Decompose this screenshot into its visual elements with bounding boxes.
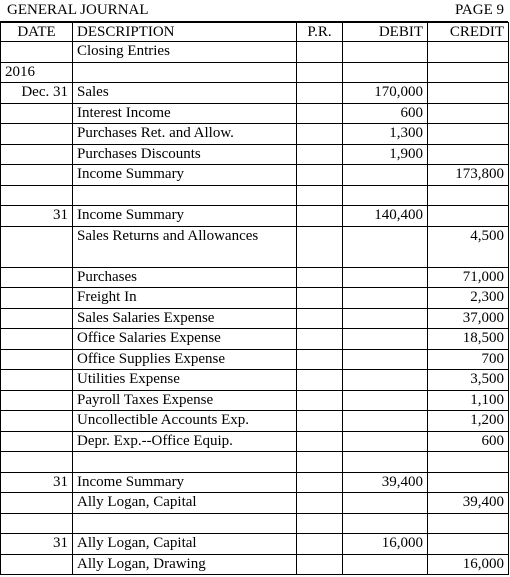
pr-cell [297, 513, 343, 534]
credit-cell: 700 [428, 349, 509, 370]
journal-title-bar [0, 0, 508, 22]
description-cell [73, 62, 297, 83]
header-date: DATE [1, 23, 73, 42]
pr-cell [297, 493, 343, 514]
pr-cell [297, 124, 343, 145]
journal-table [0, 22, 509, 575]
description-cell [73, 185, 297, 206]
page-number: PAGE 9 [454, 2, 504, 18]
table-row [1, 554, 509, 575]
debit-cell [343, 452, 428, 473]
date-cell: 31 [1, 472, 73, 493]
description-cell: Utilities Expense [73, 370, 297, 391]
description-cell: Closing Entries [73, 42, 297, 63]
credit-cell: 173,800 [428, 165, 509, 186]
credit-cell [428, 472, 509, 493]
table-row [1, 267, 509, 288]
description-cell: Office Salaries Expense [73, 329, 297, 350]
debit-cell [343, 349, 428, 370]
credit-cell [428, 103, 509, 124]
table-row [1, 411, 509, 432]
journal-title: GENERAL JOURNAL [7, 2, 149, 18]
header-description: DESCRIPTION [73, 23, 297, 42]
journal-body [1, 42, 509, 575]
description-cell: Freight In [73, 288, 297, 309]
credit-cell [428, 144, 509, 165]
credit-cell: 39,400 [428, 493, 509, 514]
credit-cell [428, 42, 509, 63]
header-debit: DEBIT [343, 23, 428, 42]
date-cell [1, 411, 73, 432]
table-row [1, 62, 509, 83]
date-cell [1, 308, 73, 329]
table-row [1, 165, 509, 186]
debit-cell: 16,000 [343, 534, 428, 555]
table-row [1, 493, 509, 514]
debit-cell [343, 493, 428, 514]
pr-cell [297, 288, 343, 309]
debit-cell: 140,400 [343, 206, 428, 227]
table-row [1, 288, 509, 309]
credit-cell [428, 452, 509, 473]
date-cell [1, 288, 73, 309]
header-credit: CREDIT [428, 23, 509, 42]
pr-cell [297, 206, 343, 227]
description-cell: Purchases [73, 267, 297, 288]
description-cell: Income Summary [73, 165, 297, 186]
table-row [1, 329, 509, 350]
debit-cell [343, 185, 428, 206]
table-row [1, 472, 509, 493]
credit-cell: 3,500 [428, 370, 509, 391]
description-cell: Office Supplies Expense [73, 349, 297, 370]
debit-cell [343, 62, 428, 83]
credit-cell [428, 206, 509, 227]
table-row [1, 431, 509, 452]
pr-cell [297, 411, 343, 432]
debit-cell [343, 431, 428, 452]
debit-cell [343, 411, 428, 432]
debit-cell [343, 513, 428, 534]
table-row [1, 370, 509, 391]
debit-cell [343, 42, 428, 63]
date-cell [1, 185, 73, 206]
credit-cell: 16,000 [428, 554, 509, 575]
date-cell [1, 103, 73, 124]
table-row [1, 185, 509, 206]
debit-cell: 39,400 [343, 472, 428, 493]
debit-cell [343, 370, 428, 391]
description-cell: Purchases Discounts [73, 144, 297, 165]
pr-cell [297, 554, 343, 575]
credit-cell [428, 185, 509, 206]
credit-cell [428, 83, 509, 104]
credit-cell: 18,500 [428, 329, 509, 350]
date-cell [1, 144, 73, 165]
date-cell [1, 452, 73, 473]
pr-cell [297, 534, 343, 555]
date-cell: 31 [1, 534, 73, 555]
date-cell [1, 390, 73, 411]
date-cell [1, 329, 73, 350]
date-cell: Dec. 31 [1, 83, 73, 104]
table-row [1, 42, 509, 63]
debit-cell [343, 288, 428, 309]
header-row [1, 23, 509, 42]
table-row [1, 390, 509, 411]
debit-cell [343, 554, 428, 575]
description-cell: Ally Logan, Drawing [73, 554, 297, 575]
pr-cell [297, 185, 343, 206]
credit-cell: 4,500 [428, 226, 509, 267]
description-cell: Sales [73, 83, 297, 104]
credit-cell [428, 124, 509, 145]
pr-cell [297, 349, 343, 370]
description-cell [73, 452, 297, 473]
table-row [1, 144, 509, 165]
pr-cell [297, 472, 343, 493]
pr-cell [297, 42, 343, 63]
pr-cell [297, 144, 343, 165]
table-row [1, 124, 509, 145]
debit-cell [343, 165, 428, 186]
credit-cell [428, 534, 509, 555]
date-cell [1, 554, 73, 575]
pr-cell [297, 431, 343, 452]
credit-cell [428, 513, 509, 534]
header-pr: P.R. [297, 23, 343, 42]
table-row [1, 103, 509, 124]
description-cell: Sales Returns and Allowances [73, 226, 297, 267]
table-row [1, 452, 509, 473]
debit-cell: 1,900 [343, 144, 428, 165]
date-cell [1, 267, 73, 288]
credit-cell: 600 [428, 431, 509, 452]
date-cell [1, 165, 73, 186]
credit-cell: 1,100 [428, 390, 509, 411]
date-cell: 31 [1, 206, 73, 227]
table-row [1, 226, 509, 267]
date-cell: 2016 [1, 62, 73, 83]
description-cell: Income Summary [73, 472, 297, 493]
date-cell [1, 226, 73, 267]
credit-cell: 71,000 [428, 267, 509, 288]
description-cell: Uncollectible Accounts Exp. [73, 411, 297, 432]
credit-cell: 1,200 [428, 411, 509, 432]
description-cell: Payroll Taxes Expense [73, 390, 297, 411]
credit-cell: 37,000 [428, 308, 509, 329]
date-cell [1, 42, 73, 63]
debit-cell [343, 329, 428, 350]
table-row [1, 534, 509, 555]
description-cell: Ally Logan, Capital [73, 534, 297, 555]
description-cell: Interest Income [73, 103, 297, 124]
pr-cell [297, 62, 343, 83]
table-row [1, 349, 509, 370]
table-row [1, 308, 509, 329]
debit-cell [343, 267, 428, 288]
debit-cell [343, 308, 428, 329]
pr-cell [297, 329, 343, 350]
debit-cell: 1,300 [343, 124, 428, 145]
table-row [1, 83, 509, 104]
pr-cell [297, 308, 343, 329]
debit-cell [343, 226, 428, 267]
table-row [1, 206, 509, 227]
pr-cell [297, 267, 343, 288]
date-cell [1, 513, 73, 534]
credit-cell: 2,300 [428, 288, 509, 309]
table-row [1, 513, 509, 534]
pr-cell [297, 165, 343, 186]
date-cell [1, 124, 73, 145]
debit-cell [343, 390, 428, 411]
pr-cell [297, 103, 343, 124]
description-cell: Income Summary [73, 206, 297, 227]
date-cell [1, 493, 73, 514]
pr-cell [297, 370, 343, 391]
pr-cell [297, 83, 343, 104]
description-cell: Depr. Exp.--Office Equip. [73, 431, 297, 452]
date-cell [1, 431, 73, 452]
pr-cell [297, 452, 343, 473]
pr-cell [297, 226, 343, 267]
description-cell: Sales Salaries Expense [73, 308, 297, 329]
debit-cell: 600 [343, 103, 428, 124]
debit-cell: 170,000 [343, 83, 428, 104]
pr-cell [297, 390, 343, 411]
date-cell [1, 349, 73, 370]
description-cell: Purchases Ret. and Allow. [73, 124, 297, 145]
description-cell [73, 513, 297, 534]
description-cell: Ally Logan, Capital [73, 493, 297, 514]
date-cell [1, 370, 73, 391]
credit-cell [428, 62, 509, 83]
